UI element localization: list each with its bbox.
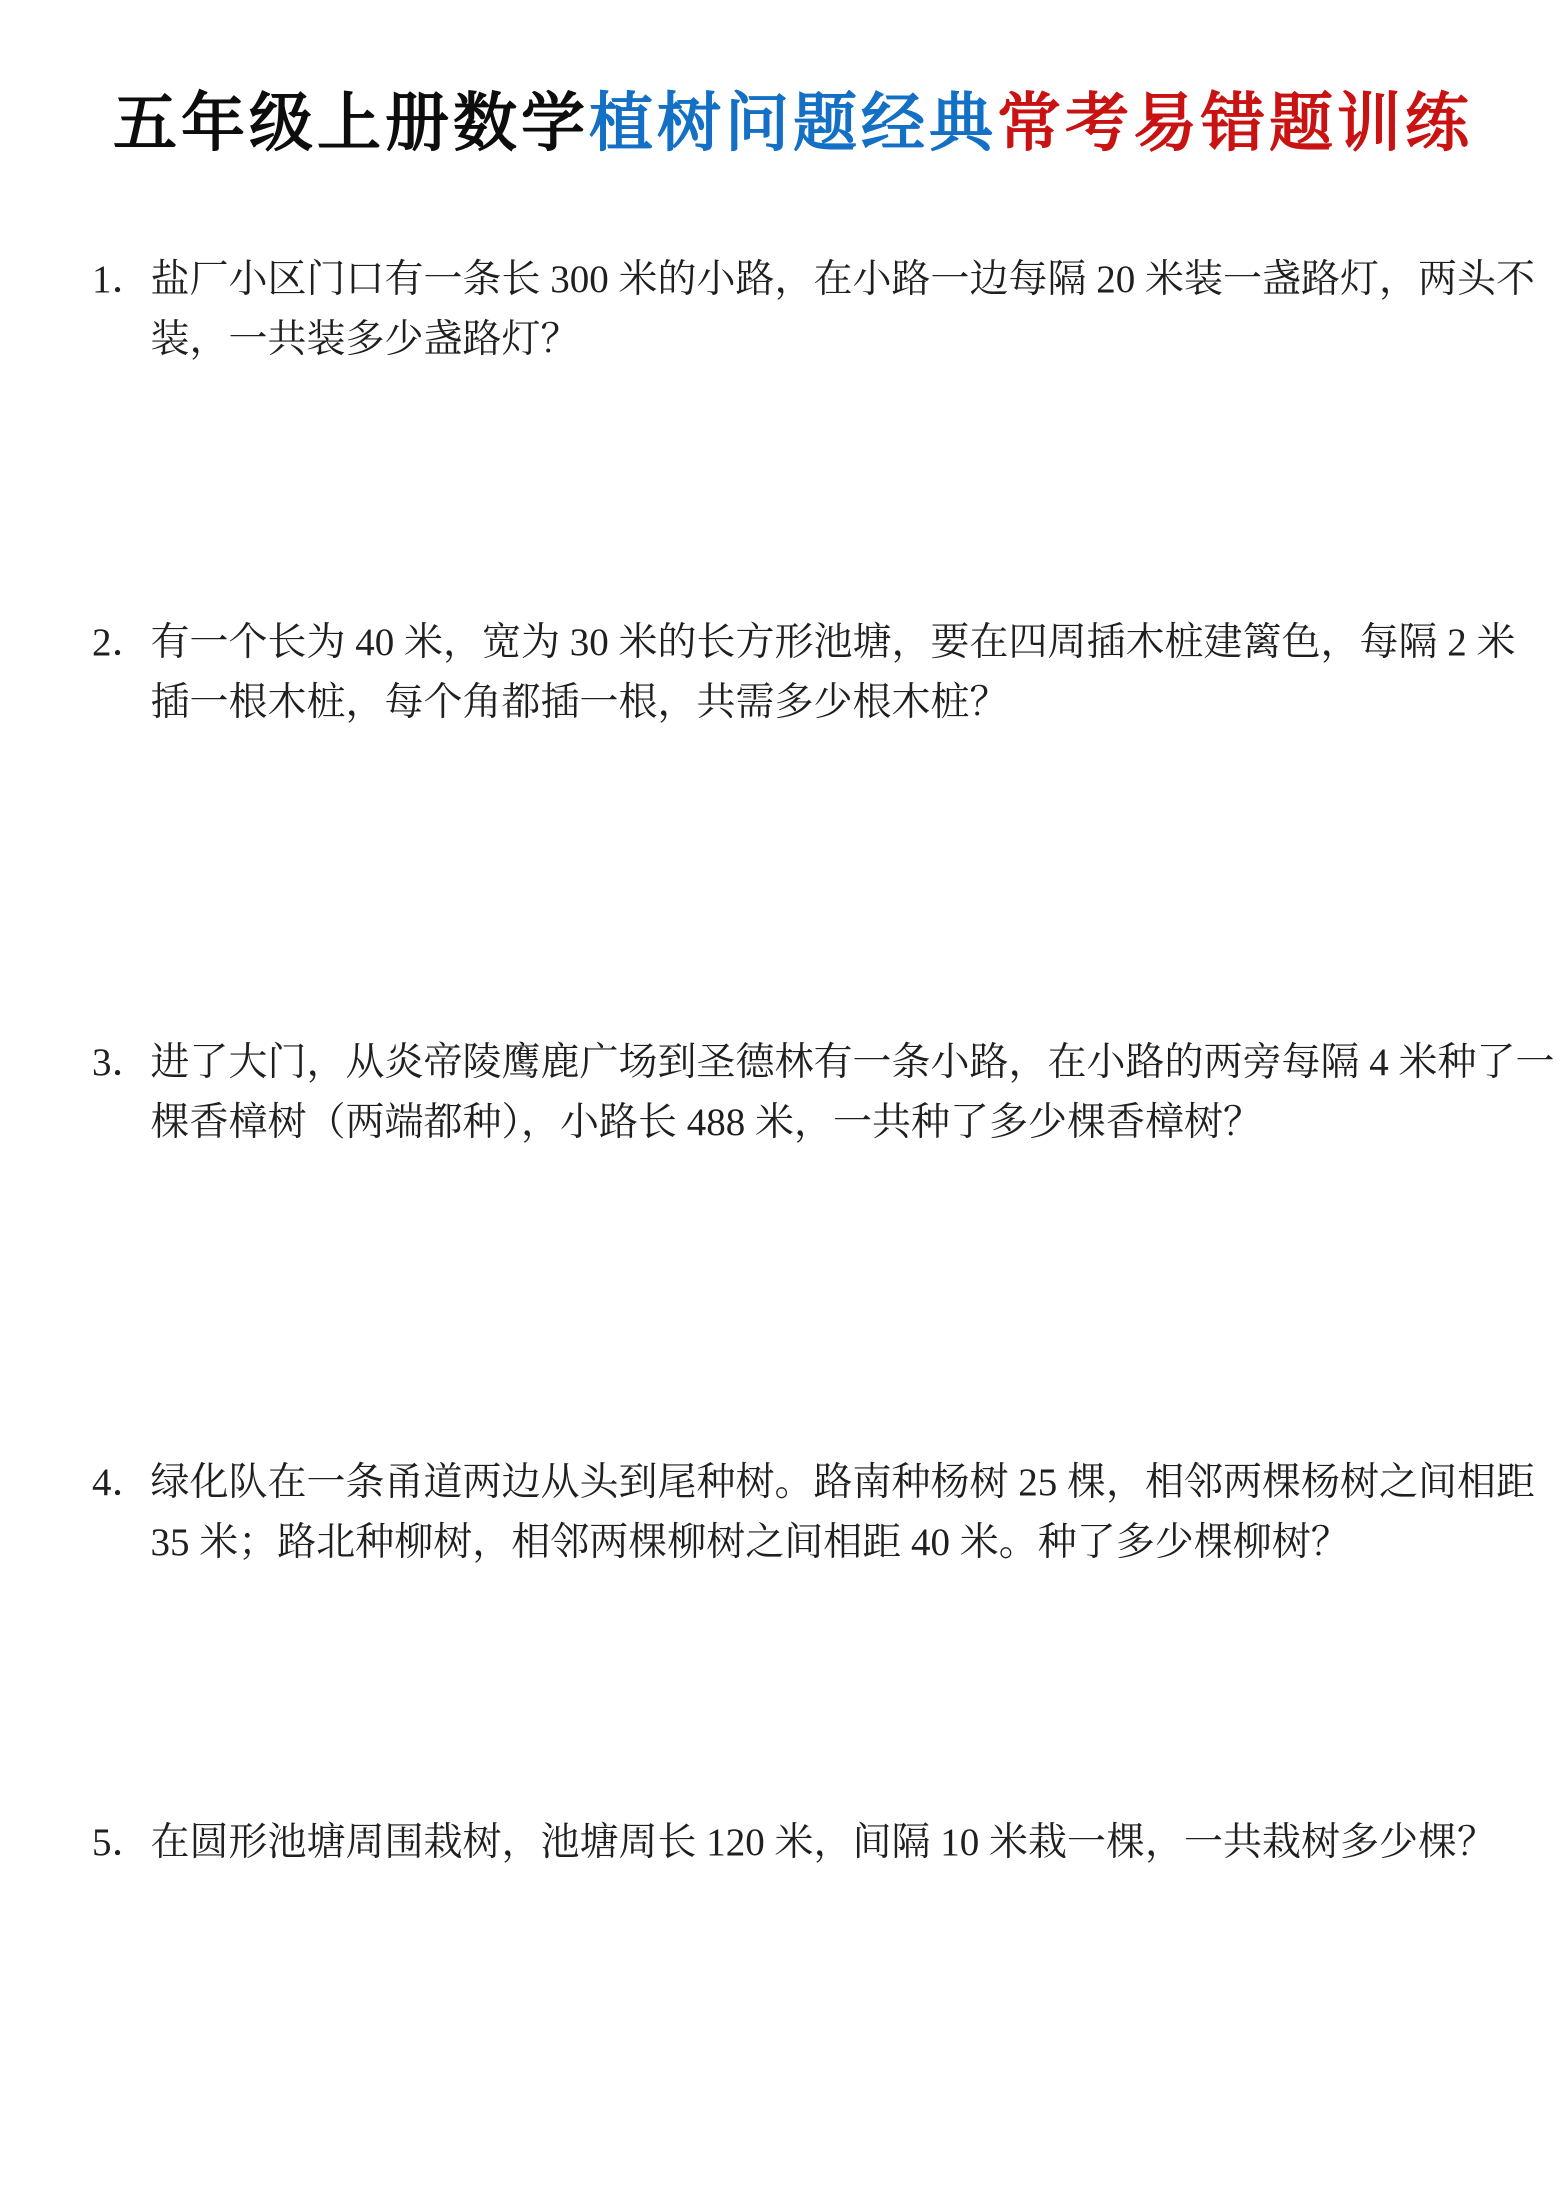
problem-text-line: 绿化队在一条甬道两边从头到尾种树。路南种杨树 25 棵，相邻两棵杨树之间相距 xyxy=(150,1461,1536,1504)
problem-text-line: 有一个长为 40 米，宽为 30 米的长方形池塘，要在四周插木桩建篱色，每隔 2 米 xyxy=(150,621,1516,664)
title-segment-blue: 植树问题经典 xyxy=(589,87,997,159)
problem-5-text xyxy=(151,1813,1497,1873)
problem-2-number: 2． xyxy=(92,621,151,664)
problem-5-number: 5． xyxy=(92,1821,151,1864)
problem-text-line: 在圆形池塘周围栽树，池塘周长 120 米，间隔 10 米栽一棵，一共栽树多少棵？ xyxy=(150,1821,1497,1864)
problem-text-line: 盐厂小区门口有一条长 300 米的小路，在小路一边每隔 20 米装一盏路灯，两头不 xyxy=(150,258,1536,301)
problem-4-text xyxy=(151,1453,1536,1573)
problem-5 xyxy=(92,1813,1497,1873)
problem-2-text xyxy=(151,613,1516,733)
problem-4-number: 4． xyxy=(92,1461,151,1504)
problem-3-text xyxy=(151,1033,1555,1153)
problem-text-line: 装，一共装多少盏路灯？ xyxy=(150,318,580,361)
problem-1-text xyxy=(151,250,1536,370)
problem-text-line: 35 米；路北种柳树，相邻两棵柳树之间相距 40 米。种了多少棵柳树？ xyxy=(150,1521,1350,1564)
title-segment-red: 常考易错题训练 xyxy=(997,87,1473,159)
problem-1 xyxy=(92,250,1536,370)
problem-text-line: 插一根木桩，每个角都插一根，共需多少根木桩？ xyxy=(150,681,1009,724)
problem-1-number: 1． xyxy=(92,258,151,301)
problem-text-line: 棵香樟树（两端都种），小路长 488 米，一共种了多少棵香樟树？ xyxy=(150,1101,1263,1144)
title-segment-black: 五年级上册数学 xyxy=(113,87,589,159)
problem-3-number: 3． xyxy=(92,1041,151,1084)
problem-text-line: 进了大门，从炎帝陵鹰鹿广场到圣德林有一条小路，在小路的两旁每隔 4 米种了一 xyxy=(150,1041,1555,1084)
problem-3 xyxy=(92,1033,1555,1153)
problem-4 xyxy=(92,1453,1536,1573)
problem-2 xyxy=(92,613,1516,733)
page-title xyxy=(92,84,1494,162)
